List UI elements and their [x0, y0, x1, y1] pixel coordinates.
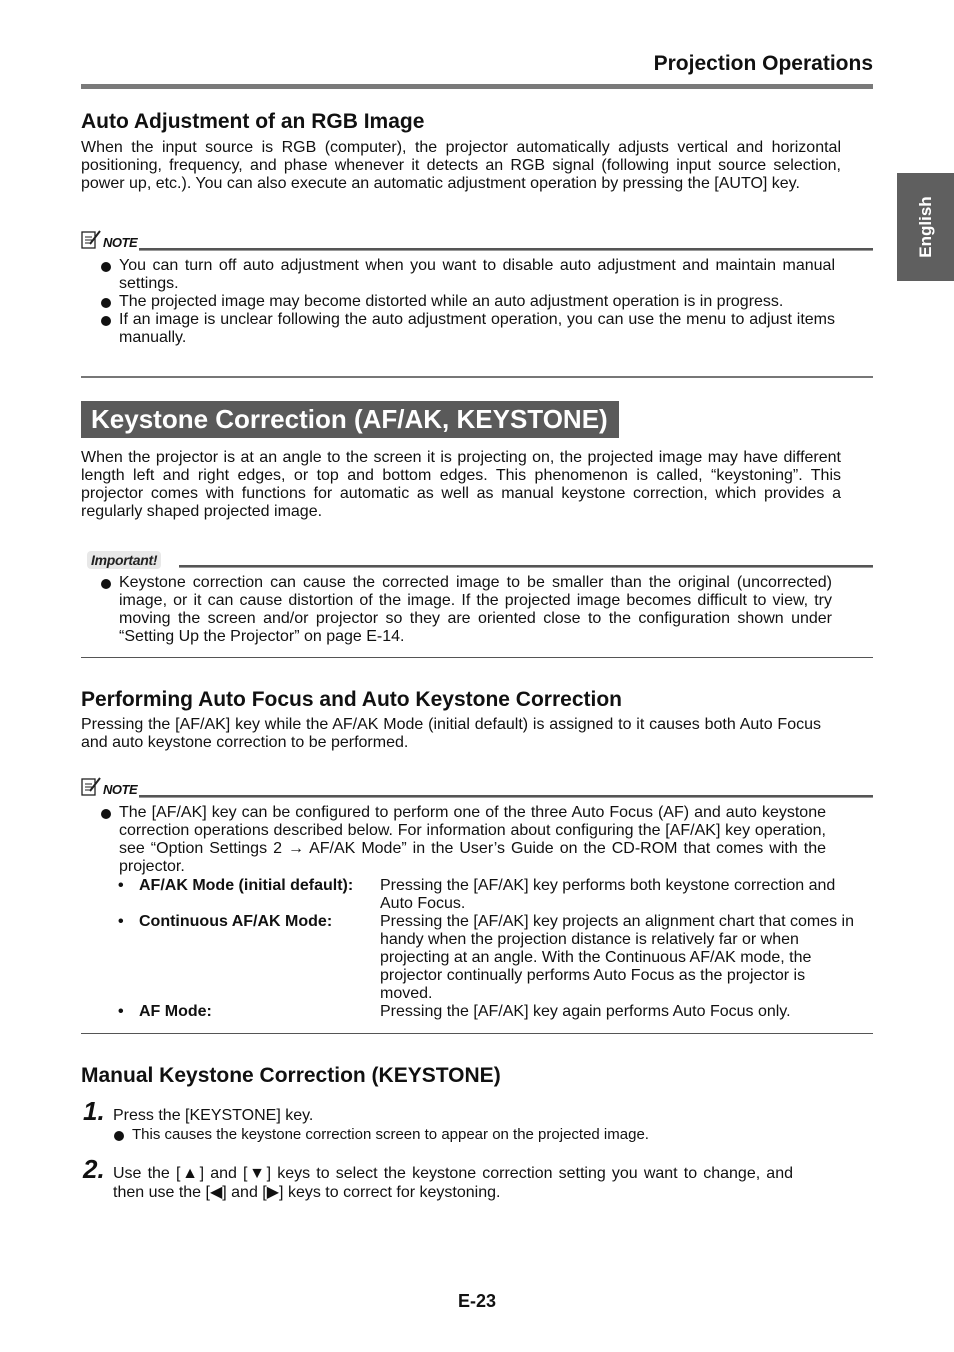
auto-adjust-body: When the input source is RGB (computer), the projector automatically adjusts vertical and horizontal positioning, frequency, and phase whenever it detects an RGB signal (following input source selection, power up, etc.). You can also execute an automatic adjustment operation by pressing the [AUTO] key.: [81, 139, 841, 192]
mode-row: • AF/AK Mode (initial default): Pressing the [AF/AK] key performs both keystone correction and Auto Focus.: [118, 877, 858, 913]
important-label: Important!: [87, 551, 161, 569]
mode-term: AF Mode:: [139, 1003, 212, 1020]
note-pencil-icon: [81, 229, 103, 251]
section-divider: [81, 376, 873, 378]
step-number: 1.: [83, 1096, 105, 1126]
mode-row: • AF Mode: Pressing the [AF/AK] key again performs Auto Focus only.: [118, 1003, 858, 1021]
keystone-body: When the projector is at an angle to the screen it is projecting on, the projected image may have different length left and right edges, or top and bottom edges. This phenomenon is called, “keystoning”. This projector comes with functions for automatic as well as manual keystone correction, which provides a regularly shaped projected image.: [81, 449, 841, 520]
mode-row: • Continuous AF/AK Mode: Pressing the [AF/AK] key projects an alignment chart that comes in handy when the projection distance is relatively far or when projecting at an angle. With the Continuous AF/AK mode, the projector continually performs Auto Focus as the projector is moved.: [118, 913, 858, 1003]
header-rule: [81, 84, 873, 89]
mode-term: AF/AK Mode (initial default):: [139, 877, 354, 894]
important-header: [81, 549, 873, 575]
step-number: 2.: [83, 1154, 105, 1184]
manual-heading: Manual Keystone Correction (KEYSTONE): [81, 1064, 501, 1087]
note-rule: [139, 248, 873, 251]
note-label: NOTE: [103, 782, 138, 797]
list-item: If an image is unclear following the auto adjustment operation, you can use the menu to adjust items manually.: [100, 311, 835, 347]
keystone-section-title: Keystone Correction (AF/AK, KEYSTONE): [81, 401, 619, 438]
language-tab: [897, 173, 954, 281]
mode-description: Pressing the [AF/AK] key performs both keystone correction and Auto Focus.: [380, 877, 836, 912]
list-item: The projected image may become distorted while an auto adjustment operation is in progress.: [100, 293, 835, 311]
note-header: [81, 776, 873, 800]
bullet-icon: [101, 809, 111, 819]
note-header: [81, 229, 873, 253]
note-label: NOTE: [103, 235, 138, 250]
auto-adjust-notes: [100, 257, 835, 347]
note-rule: [139, 795, 873, 798]
step-text: Press the [KEYSTONE] key.: [113, 1107, 314, 1124]
bullet-icon: [101, 316, 111, 326]
mode-term: Continuous AF/AK Mode:: [139, 913, 333, 930]
section-divider: [81, 657, 873, 658]
mode-description: Pressing the [AF/AK] key again performs Auto Focus only.: [380, 1003, 791, 1020]
step-sublist: [113, 1126, 848, 1144]
afak-heading: Performing Auto Focus and Auto Keystone Correction: [81, 688, 622, 711]
bullet-icon: [101, 579, 111, 589]
afak-body: Pressing the [AF/AK] key while the AF/AK Mode (initial default) is assigned to it causes both Auto Focus and auto keystone correction to be performed.: [81, 716, 821, 751]
section-divider: [81, 1033, 873, 1034]
afak-mode-list: [118, 877, 858, 1021]
list-item: This causes the keystone correction screen to appear on the projected image.: [113, 1126, 848, 1144]
language-tab-label: English: [915, 196, 935, 258]
bullet-icon: [101, 298, 111, 308]
auto-adjust-heading: Auto Adjustment of an RGB Image: [81, 110, 425, 133]
page-section-title: Projection Operations: [653, 52, 873, 75]
keystone-important-list: [100, 574, 832, 646]
bullet-icon: [101, 262, 111, 272]
important-rule: [179, 565, 873, 568]
step-text: Use the [▲] and [▼] keys to select the keystone correction setting you want to change, and then use the [◀] and [▶] keys to correct for keystoning.: [113, 1165, 793, 1201]
afak-notes: [100, 804, 826, 876]
note-pencil-icon: [81, 776, 103, 798]
list-item: The [AF/AK] key can be configured to perform one of the three Auto Focus (AF) and auto keystone correction operations described below. For information about configuring the [AF/AK] key operation, see “Option Settings 2 → AF/AK Mode” in the User’s Guide on the CD-ROM that comes with the projector.: [100, 804, 826, 876]
mode-description: Pressing the [AF/AK] key projects an alignment chart that comes in handy when the projection distance is relatively far or when projecting at an angle. With the Continuous AF/AK mode, the projector continually performs Auto Focus as the projector is moved.: [380, 913, 854, 1002]
list-item: You can turn off auto adjustment when you want to disable auto adjustment and maintain manual settings.: [100, 257, 835, 293]
page-number: E-23: [457, 1291, 497, 1311]
list-item: Keystone correction can cause the corrected image to be smaller than the original (uncorrected) image, or it can cause distortion of the image. If the projected image becomes difficult to view, try moving the screen and/or projector so they are oriented close to the configuration shown under “Setting Up the Projector” on page E-14.: [100, 574, 832, 646]
bullet-icon: [114, 1131, 124, 1141]
